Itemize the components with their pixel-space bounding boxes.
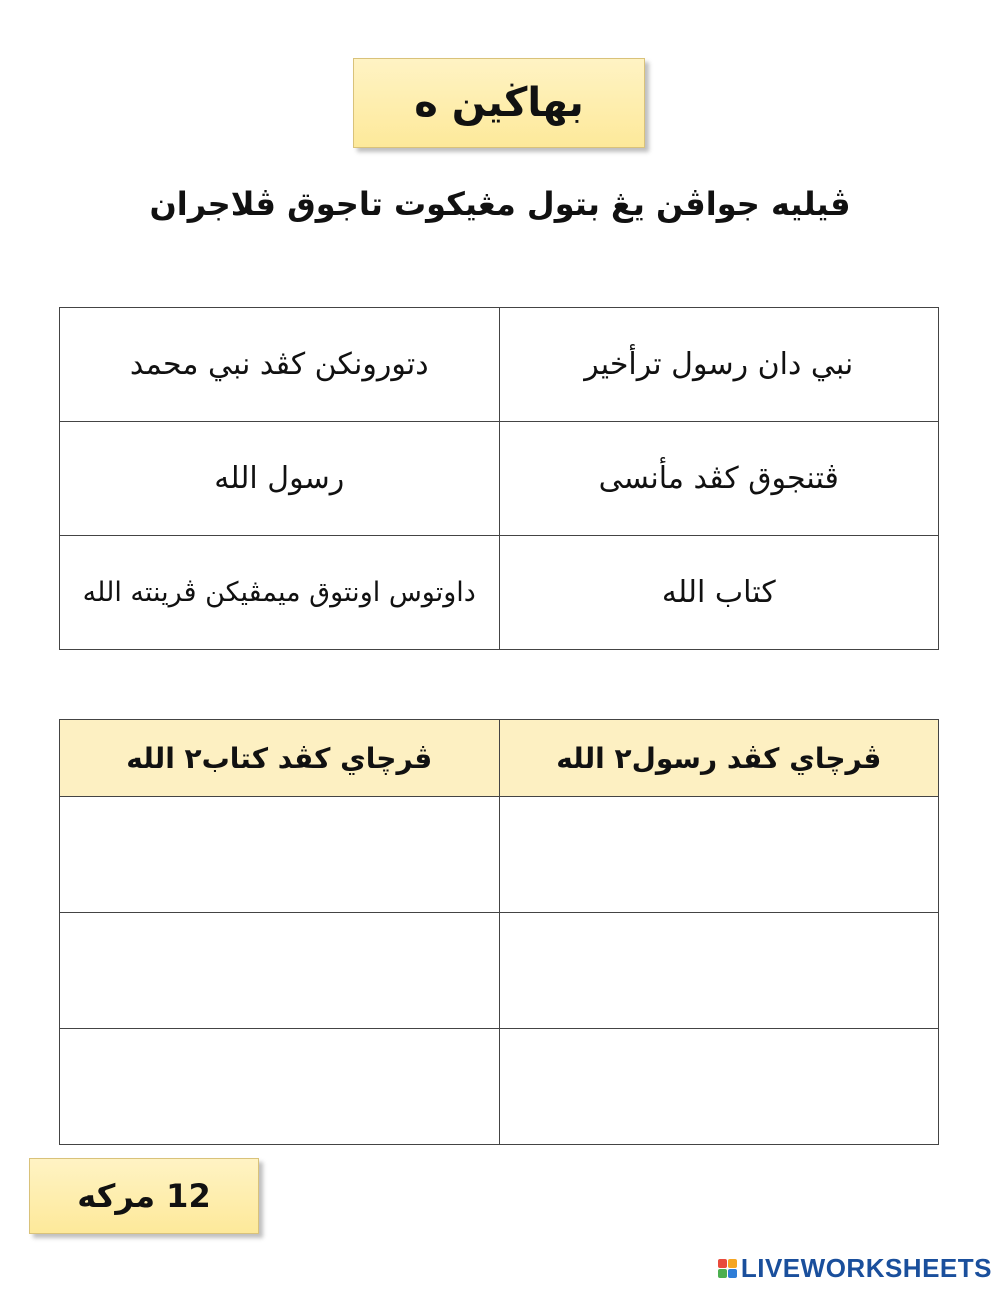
brand-name: LIVEWORKSHEETS: [740, 1253, 992, 1283]
answer-drop-cell[interactable]: [60, 1029, 500, 1145]
table-row: [60, 536, 939, 650]
answer-drop-cell[interactable]: [499, 913, 939, 1029]
logo-square: [718, 1259, 727, 1268]
answer-drop-cell[interactable]: [60, 913, 500, 1029]
marks-text: 12 مركه: [77, 1177, 211, 1215]
answer-table: [59, 719, 939, 1145]
option-cell-left: كتاب الله: [499, 536, 939, 650]
marks-badge: [29, 1158, 259, 1234]
logo-square: [718, 1269, 727, 1278]
instruction-text: ڤيليه جواڤن يڠ بتول مڠيكوت تاجوق ڤلاجران: [149, 185, 851, 223]
answer-table-header-row: [60, 720, 939, 797]
options-table: [59, 307, 939, 650]
table-row: [60, 422, 939, 536]
section-title-text: بهاڬين ه: [414, 80, 584, 126]
option-cell-right: دتورونكن كڤد نبي محمد: [60, 308, 500, 422]
answer-drop-cell[interactable]: [499, 797, 939, 913]
option-cell-left: ڤتنجوق كڤد مأنسى: [499, 422, 939, 536]
option-cell-right: داوتوس اونتوق ميمڤيكن ڤرينته الله: [60, 536, 500, 650]
table-row: [60, 1029, 939, 1145]
logo-square: [728, 1269, 737, 1278]
table-row: [60, 913, 939, 1029]
header-kitab: ڤرچاي كڤد كتاب٢ الله: [60, 720, 500, 797]
answer-drop-cell[interactable]: [499, 1029, 939, 1145]
option-cell-left: نبي دان رسول ترأخير: [499, 308, 939, 422]
brand-logo-icon: [718, 1259, 737, 1278]
table-row: [60, 797, 939, 913]
liveworksheets-logo: [718, 1253, 992, 1284]
logo-square: [728, 1259, 737, 1268]
header-rasul: ڤرچاي كڤد رسول٢ الله: [499, 720, 939, 797]
section-title: [353, 58, 645, 148]
option-cell-right: رسول الله: [60, 422, 500, 536]
table-row: [60, 308, 939, 422]
answer-drop-cell[interactable]: [60, 797, 500, 913]
